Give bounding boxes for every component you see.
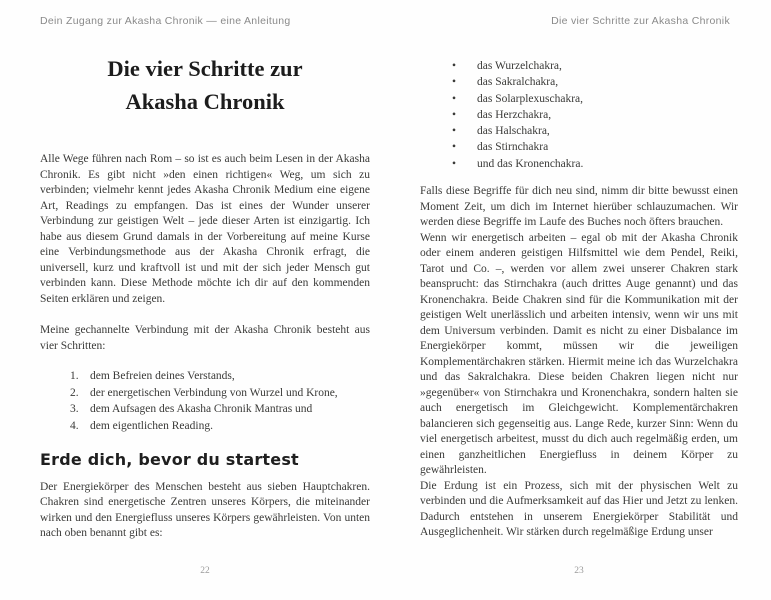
right-body	[420, 58, 738, 541]
section-subheading: Erde dich, bevor du startest	[40, 450, 299, 469]
chakra-text: das Wurzelchakra,	[477, 60, 562, 72]
step-text: dem eigentlichen Reading.	[90, 419, 213, 432]
bullet-glyph: •	[452, 125, 457, 138]
right-running-head: Die vier Schritte zur Akasha Chronik	[551, 15, 730, 27]
left-paragraph-2: Meine gechannelte Verbindung mit der Akasha Chronik besteht aus vier Schritten:	[40, 324, 370, 352]
chakra-item	[452, 107, 738, 123]
bullet-glyph: •	[452, 108, 457, 121]
left-paragraph-3: Der Energiekörper des Menschen besteht aus sieben Hauptchakren. Chakren sind energetische Zentren unseres Körpers, die miteinander wirken und den Energiefluss unseres Körpers gewährleisten. Von unten nach oben benannt gibt es:	[40, 480, 370, 539]
right-paragraph-3: Die Erdung ist ein Prozess, sich mit der physischen Welt zu verbinden und die Aufmerksamkeit auf das Hier und Jetzt zu lenken. Dadurch entstehen in unserem Energiekörper Stabilität und Ausgeglichenheit. Wir stärken durch regelmäßige Erdung unser	[420, 479, 738, 539]
chakra-item	[452, 156, 738, 172]
right-page-number: 23	[574, 566, 584, 576]
chakra-item	[452, 139, 738, 155]
step-text: der energetischen Verbindung von Wurzel und Krone,	[90, 386, 338, 399]
bullet-glyph: •	[452, 76, 457, 89]
step-item	[70, 368, 370, 385]
chapter-title-line2: Akasha Chronik	[125, 89, 285, 114]
step-number: 1.	[70, 370, 79, 382]
step-number: 4.	[70, 419, 79, 432]
step-text: dem Aufsagen des Akasha Chronik Mantras und	[90, 403, 313, 415]
chakra-text: das Halschakra,	[477, 125, 550, 138]
left-page-number: 22	[200, 566, 210, 576]
right-paragraph-2: Wenn wir energetisch arbeiten – egal ob mit der Akasha Chronik oder einem anderen geistigen Hilfsmittel wie dem Pendel, Reiki, Tarot und Co. –, werden vor allem zwei unserer Chakren stark beansprucht: das Stirnchakra (auch drittes Auge genannt) und das Kronenchakra. Beide Chakren sind für die Kommunikation mit der geistigen Welt unerlässlich und arbeiten intensiv, wenn wir uns mit dem Universum verbinden. Damit es nicht zu einer Disbalance im Energiekörper kommt, müssen wir die jeweiligen Komplementärchakren stärken. Hiermit meine ich das Wurzelchakra und das Sakralchakra. Diese beiden Chakren liegen nicht nur »gegenüber« von Stirnchakra und Kronenchakra, sondern halten sie auch energetisch im Gleichgewicht. Komplementärchakren balancieren sich gegenseitig aus. Lange Rede, kurzer Sinn: Wenn du viel energetisch arbeitest, musst du dich auch regelmäßig erden, um einen ganzheitlichen Energiefluss in deinem Körper zu gewährleisten.	[420, 231, 738, 477]
step-number: 3.	[70, 403, 79, 415]
chakra-list	[420, 58, 738, 172]
chapter-title	[40, 52, 370, 118]
right-page	[420, 0, 738, 600]
chakra-text: das Herzchakra,	[477, 108, 552, 121]
chakra-item	[452, 123, 738, 139]
step-item	[70, 385, 370, 402]
chakra-item	[452, 74, 738, 90]
step-text: dem Befreien deines Verstands,	[90, 370, 235, 382]
step-item	[70, 401, 370, 418]
left-running-head: Dein Zugang zur Akasha Chronik — eine Anleitung	[40, 15, 291, 27]
bullet-glyph: •	[452, 157, 457, 170]
steps-list	[40, 368, 370, 434]
bullet-glyph: •	[452, 141, 457, 154]
chakra-text: das Sakralchakra,	[477, 76, 559, 89]
bullet-glyph: •	[452, 60, 457, 72]
right-paragraph-1: Falls diese Begriffe für dich neu sind, nimm dir bitte bewusst einen Moment Zeit, um dich im Internet hierüber schlauzumachen. Wir werden diese Begriffe im Laufe des Buches noch öfters brauchen.	[420, 185, 738, 229]
step-number: 2.	[70, 386, 79, 399]
chakra-text: und das Kronenchakra.	[477, 157, 584, 170]
chakra-text: das Stirnchakra	[477, 141, 549, 154]
left-page	[40, 0, 370, 600]
chakra-text: das Solarplexuschakra,	[477, 92, 584, 105]
chakra-item	[452, 91, 738, 107]
bullet-glyph: •	[452, 92, 457, 105]
left-paragraph-1: Alle Wege führen nach Rom – so ist es auch beim Lesen in der Akasha Chronik. Es gibt nicht »den einen richtigen« Weg, um sich zu verbinden; vielmehr kennt jedes Akasha Chronik Medium eine eigene Art, Readings zu empfangen. Das ist eines der Wunder unserer Verbindung zur geistigen Welt – jede dieser Arten ist einzigartig. Ich habe aus diesem Grund damals in der Vorbereitung auf meine Kurse eine Verbindungsmethode aus der Akasha Chronik erfragt, die universell, kurz und kraftvoll ist und mit der sich jeder Mensch gut verbinden kann. Diese Methode möchte ich dir auf den kommenden Seiten erklären und zeigen.	[40, 153, 370, 305]
chapter-title-line1: Die vier Schritte zur	[107, 56, 303, 81]
chakra-item	[452, 58, 738, 74]
step-item	[70, 418, 370, 435]
left-body	[40, 152, 370, 542]
